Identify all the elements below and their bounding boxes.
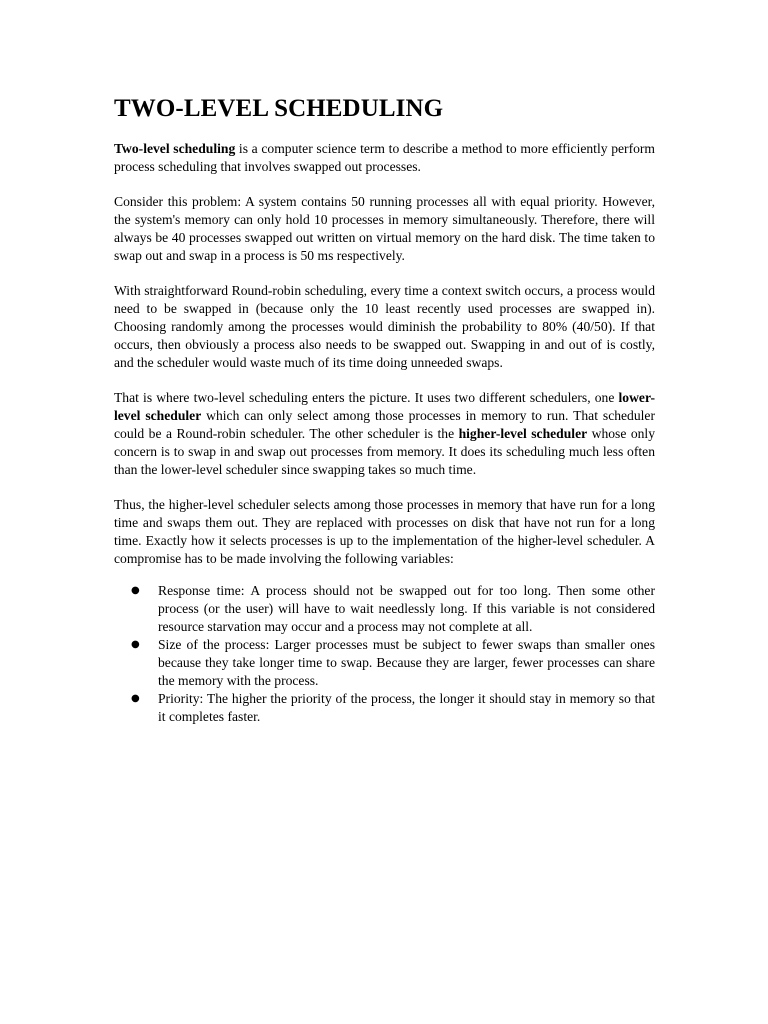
intro-term: Two-level scheduling bbox=[114, 141, 236, 156]
list-item-text: Size of the process: Larger processes must be subject to fewer swaps than smaller ones because they take longer time to swap. Because they are larger, fewer processes can share the memory with the process. bbox=[158, 637, 655, 688]
higher-level-paragraph: Thus, the higher-level scheduler selects among those processes in memory that have run for a long time and swaps them out. They are replaced with processes on disk that have not run for a long time. Exactly how it selects processes is up to the implementation of the higher-level scheduler. A compromise has to be made involving the following variables: bbox=[114, 497, 655, 566]
two-level-paragraph bbox=[114, 389, 655, 479]
list-item bbox=[114, 582, 655, 636]
page-title: TWO-LEVEL SCHEDULING bbox=[114, 95, 444, 122]
round-robin-paragraph: With straightforward Round-robin scheduling, every time a context switch occurs, a process would need to be swapped in (because only the 10 least recently used processes are swapped in). Choosing randomly among the processes would diminish the probability to 80% (40/50). If that occurs, then obviously a process also needs to be swapped out. Swapping in and out of is costly, and the scheduler would waste much of its time doing unneeded swaps. bbox=[114, 283, 655, 370]
two-level-text-1: That is where two-level scheduling enters the picture. It uses two different schedulers, one bbox=[114, 390, 619, 405]
bullet-dot-icon: ● bbox=[131, 585, 140, 596]
two-level-text-3: whose only concern is to swap in and swap out processes from memory. It does its scheduling much less often than the lower-level scheduler since swapping takes so much time. bbox=[114, 426, 656, 477]
intro-text: is a computer science term to describe a method to more efficiently perform process scheduling that involves swapped out processes. bbox=[114, 141, 655, 174]
lower-level-term: lower-level scheduler bbox=[114, 390, 655, 423]
list-item bbox=[114, 690, 655, 726]
intro-paragraph bbox=[114, 140, 655, 176]
two-level-text-2: which can only select among those processes in memory to run. That scheduler could be a Round-robin scheduler. The other scheduler is the bbox=[114, 408, 655, 441]
higher-level-term: higher-level scheduler bbox=[458, 426, 588, 441]
problem-paragraph: Consider this problem: A system contains 50 running processes all with equal priority. However, the system's memory can only hold 10 processes in memory simultaneously. Therefore, there will always be 40 processes swapped out written on virtual memory on the hard disk. The time taken to swap out and swap in a process is 50 ms respectively. bbox=[114, 194, 655, 263]
document-body bbox=[114, 92, 655, 726]
bullet-dot-icon: ● bbox=[131, 693, 140, 704]
variables-list bbox=[114, 582, 655, 726]
list-item-text: Priority: The higher the priority of the process, the longer it should stay in memory so that it completes faster. bbox=[158, 691, 655, 724]
bullet-dot-icon: ● bbox=[131, 639, 140, 650]
list-item-text: Response time: A process should not be swapped out for too long. Then some other process (or the user) will have to wait needlessly long. If this variable is not considered resource starvation may occur and a process may not complete at all. bbox=[158, 583, 655, 634]
list-item bbox=[114, 636, 655, 690]
